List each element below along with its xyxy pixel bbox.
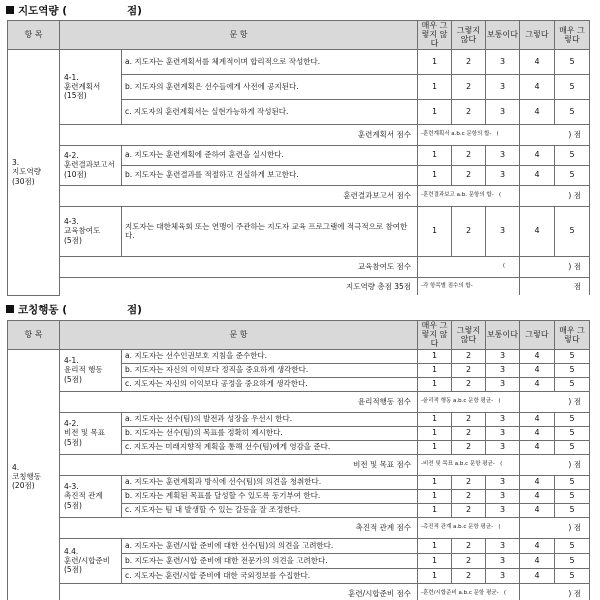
area-cell: 4. 코칭행동 (20점) xyxy=(8,349,60,600)
group-cell: 4.4. 훈련/시합준비 (5점) xyxy=(60,538,122,583)
score-option[interactable]: 3 xyxy=(486,363,520,377)
score-option[interactable]: 4 xyxy=(520,99,555,124)
score-option[interactable]: 3 xyxy=(486,489,520,503)
score-option[interactable]: 2 xyxy=(452,377,486,391)
score-option[interactable]: 2 xyxy=(452,503,486,517)
score-option[interactable]: 5 xyxy=(555,426,590,440)
statement: c. 지도자는 팀 내 발생할 수 있는 갈등을 잘 조정한다. xyxy=(122,503,418,517)
score-option[interactable]: 2 xyxy=(452,538,486,553)
summary-score[interactable]: ) 점 xyxy=(520,124,590,145)
summary-formula: -윤리적 행동 a.b.c 문항 평균- ( xyxy=(418,391,520,412)
statement: b. 지도자는 훈련결과를 적절하고 진실하게 보고한다. xyxy=(122,165,418,185)
score-option[interactable]: 5 xyxy=(555,538,590,553)
score-option[interactable]: 4 xyxy=(520,553,555,568)
score-option[interactable]: 3 xyxy=(486,475,520,489)
total-label: 지도역량 총점 35점 xyxy=(60,277,418,295)
score-option[interactable]: 1 xyxy=(418,489,452,503)
statement: c. 지도자는 자신의 이익보다 공정을 중요하게 생각한다. xyxy=(122,377,418,391)
score-option[interactable]: 1 xyxy=(418,440,452,454)
score-option[interactable]: 4 xyxy=(520,426,555,440)
score-option[interactable]: 4 xyxy=(520,568,555,583)
score-option[interactable]: 4 xyxy=(520,475,555,489)
score-option[interactable]: 1 xyxy=(418,49,452,74)
header-score-4: 그렇다 xyxy=(520,321,555,350)
total-score[interactable]: 점 xyxy=(520,277,590,295)
statement: b. 지도자는 선수(팀)의 목표를 정확히 제시한다. xyxy=(122,426,418,440)
summary-row xyxy=(8,517,590,538)
score-option[interactable]: 3 xyxy=(486,165,520,185)
section1-table xyxy=(7,20,590,296)
score-option[interactable]: 5 xyxy=(555,145,590,165)
score-option[interactable]: 3 xyxy=(486,538,520,553)
score-option[interactable]: 5 xyxy=(555,206,590,256)
area-cell: 3. 지도역량 (30점) xyxy=(8,49,60,295)
score-option[interactable]: 1 xyxy=(418,74,452,99)
table-row xyxy=(8,349,590,363)
statement: 지도자는 대한체육회 또는 연맹이 주관하는 지도자 교육 프로그램에 적극적으로 참여한다. xyxy=(122,206,418,256)
score-option[interactable]: 2 xyxy=(452,426,486,440)
score-option[interactable]: 3 xyxy=(486,99,520,124)
score-option[interactable]: 3 xyxy=(486,145,520,165)
statement: b. 지도자의 훈련계획은 선수들에게 사전에 공지된다. xyxy=(122,74,418,99)
summary-score[interactable]: ) 점 xyxy=(520,517,590,538)
score-option[interactable]: 4 xyxy=(520,503,555,517)
header-question: 문 항 xyxy=(60,21,418,50)
header-score-5: 매우 그렇다 xyxy=(555,321,590,350)
header-score-3: 보통이다 xyxy=(486,21,520,50)
summary-formula: -훈련결과보고 a.b. 문항의 합- ( xyxy=(418,185,520,206)
header-score-5: 매우 그렇다 xyxy=(555,21,590,50)
score-option[interactable]: 3 xyxy=(486,206,520,256)
score-option[interactable]: 5 xyxy=(555,99,590,124)
score-option[interactable]: 5 xyxy=(555,49,590,74)
table-row xyxy=(8,145,590,165)
score-option[interactable]: 4 xyxy=(520,538,555,553)
square-bullet-icon xyxy=(6,305,14,313)
score-option[interactable]: 2 xyxy=(452,206,486,256)
score-option[interactable]: 4 xyxy=(520,412,555,426)
score-option[interactable]: 5 xyxy=(555,489,590,503)
summary-label: 교육참여도 점수 xyxy=(60,256,418,277)
header-score-2: 그렇지 않다 xyxy=(452,321,486,350)
score-option[interactable]: 5 xyxy=(555,503,590,517)
score-option[interactable]: 3 xyxy=(486,412,520,426)
table-row xyxy=(8,538,590,553)
score-option[interactable]: 2 xyxy=(452,553,486,568)
score-option[interactable]: 5 xyxy=(555,74,590,99)
summary-row xyxy=(8,391,590,412)
score-option[interactable]: 2 xyxy=(452,568,486,583)
score-option[interactable]: 4 xyxy=(520,145,555,165)
statement: a. 지도자는 훈련계획에 준하여 훈련을 실시한다. xyxy=(122,145,418,165)
group-cell: 4-3. 촉진적 관계 (5점) xyxy=(60,475,122,517)
score-option[interactable]: 4 xyxy=(520,206,555,256)
score-option[interactable]: 2 xyxy=(452,440,486,454)
summary-score[interactable]: ) 점 xyxy=(520,454,590,475)
group-cell: 4-2. 비전 및 목표 (5점) xyxy=(60,412,122,454)
total-formula: -각 항목별 점수의 합- xyxy=(418,277,520,295)
statement: a. 지도자는 선수(팀)의 발전과 성장을 우선시 한다. xyxy=(122,412,418,426)
group-cell: 4-1. 훈련계획서 (15점) xyxy=(60,49,122,124)
score-option[interactable]: 5 xyxy=(555,412,590,426)
summary-label: 훈련계획서 점수 xyxy=(60,124,418,145)
summary-formula: -훈련/시합준비 a.b.c 문항 평균- ( xyxy=(418,583,520,600)
summary-score[interactable]: ) 점 xyxy=(520,256,590,277)
score-option[interactable]: 2 xyxy=(452,475,486,489)
score-option[interactable]: 5 xyxy=(555,363,590,377)
score-option[interactable]: 2 xyxy=(452,489,486,503)
score-option[interactable]: 1 xyxy=(418,568,452,583)
group-cell: 4-2. 훈련결과보고서 (10점) xyxy=(60,145,122,185)
group-cell: 4-3. 교육참여도 (5점) xyxy=(60,206,122,256)
section1-title: 지도역량 ( 점) xyxy=(6,3,142,18)
score-option[interactable]: 1 xyxy=(418,377,452,391)
score-option[interactable]: 2 xyxy=(452,363,486,377)
table-header-row xyxy=(8,321,590,350)
summary-row xyxy=(8,583,590,600)
score-option[interactable]: 3 xyxy=(486,568,520,583)
score-option[interactable]: 1 xyxy=(418,206,452,256)
score-option[interactable]: 2 xyxy=(452,145,486,165)
summary-row xyxy=(8,454,590,475)
summary-formula: -비전 및 목표 a.b.c 문항 평균- ( xyxy=(418,454,520,475)
score-option[interactable]: 1 xyxy=(418,349,452,363)
score-option[interactable]: 4 xyxy=(520,49,555,74)
summary-score[interactable]: ) 점 xyxy=(520,185,590,206)
statement: b. 지도자는 훈련/시합 준비에 대한 전문가의 의견을 고려한다. xyxy=(122,553,418,568)
section2-table xyxy=(7,320,590,600)
score-option[interactable]: 5 xyxy=(555,349,590,363)
score-option[interactable]: 1 xyxy=(418,553,452,568)
score-option[interactable]: 3 xyxy=(486,440,520,454)
header-question: 문 항 xyxy=(60,321,418,350)
header-score-1: 매우 그렇지 않다 xyxy=(418,321,452,350)
score-option[interactable]: 2 xyxy=(452,165,486,185)
score-option[interactable]: 5 xyxy=(555,475,590,489)
score-option[interactable]: 4 xyxy=(520,440,555,454)
table-header-row xyxy=(8,21,590,50)
summary-score[interactable]: ) 점 xyxy=(520,583,590,600)
score-option[interactable]: 2 xyxy=(452,49,486,74)
summary-label: 윤리적행동 점수 xyxy=(60,391,418,412)
score-option[interactable]: 2 xyxy=(452,99,486,124)
header-score-3: 보통이다 xyxy=(486,321,520,350)
total-row xyxy=(8,277,590,295)
score-option[interactable]: 3 xyxy=(486,553,520,568)
score-option[interactable]: 4 xyxy=(520,74,555,99)
summary-formula: -촉진적 관계 a.b.c 문항 평균- ( xyxy=(418,517,520,538)
statement: c. 지도자의 훈련계획서는 실현가능하게 작성된다. xyxy=(122,99,418,124)
summary-label: 비전 및 목표 점수 xyxy=(60,454,418,475)
score-option[interactable]: 1 xyxy=(418,363,452,377)
score-option[interactable]: 3 xyxy=(486,426,520,440)
score-option[interactable]: 1 xyxy=(418,538,452,553)
score-option[interactable]: 5 xyxy=(555,440,590,454)
score-option[interactable]: 4 xyxy=(520,489,555,503)
score-option[interactable]: 5 xyxy=(555,553,590,568)
score-option[interactable]: 4 xyxy=(520,165,555,185)
statement: a. 지도자는 선수인권보호 지침을 준수한다. xyxy=(122,349,418,363)
score-option[interactable]: 4 xyxy=(520,377,555,391)
statement: a. 지도자는 훈련계획과 방식에 선수(팀)의 의견을 청취한다. xyxy=(122,475,418,489)
header-score-2: 그렇지 않다 xyxy=(452,21,486,50)
score-option[interactable]: 3 xyxy=(486,377,520,391)
score-option[interactable]: 4 xyxy=(520,349,555,363)
square-bullet-icon xyxy=(6,6,14,14)
score-option[interactable]: 1 xyxy=(418,426,452,440)
score-option[interactable]: 5 xyxy=(555,568,590,583)
table-row xyxy=(8,206,590,256)
score-option[interactable]: 2 xyxy=(452,412,486,426)
score-option[interactable]: 1 xyxy=(418,145,452,165)
statement: a. 지도자는 훈련/시합 준비에 대한 선수(팀)의 의견을 고려한다. xyxy=(122,538,418,553)
score-option[interactable]: 5 xyxy=(555,165,590,185)
table-row xyxy=(8,412,590,426)
summary-row xyxy=(8,256,590,277)
header-score-4: 그렇다 xyxy=(520,21,555,50)
header-item: 항 목 xyxy=(8,321,60,350)
statement: b. 지도자는 계획된 목표를 달성할 수 있도록 동기부여 한다. xyxy=(122,489,418,503)
summary-score[interactable]: ) 점 xyxy=(520,391,590,412)
header-item: 항 목 xyxy=(8,21,60,50)
header-score-1: 매우 그렇지 않다 xyxy=(418,21,452,50)
score-option[interactable]: 3 xyxy=(486,349,520,363)
score-option[interactable]: 1 xyxy=(418,99,452,124)
score-option[interactable]: 3 xyxy=(486,503,520,517)
summary-row xyxy=(8,124,590,145)
score-option[interactable]: 1 xyxy=(418,503,452,517)
score-option[interactable]: 5 xyxy=(555,377,590,391)
score-option[interactable]: 1 xyxy=(418,475,452,489)
summary-formula: -훈련계획서 a.b.c 문항의 합- ( xyxy=(418,124,520,145)
table-row xyxy=(8,49,590,74)
summary-label: 촉진적 관계 점수 xyxy=(60,517,418,538)
summary-row xyxy=(8,185,590,206)
score-option[interactable]: 3 xyxy=(486,49,520,74)
section2-title: 코칭행동 ( 점) xyxy=(6,302,142,317)
score-option[interactable]: 1 xyxy=(418,412,452,426)
score-option[interactable]: 4 xyxy=(520,363,555,377)
summary-label: 훈련/시합준비 점수 xyxy=(60,583,418,600)
summary-label: 훈련결과보고서 점수 xyxy=(60,185,418,206)
statement: a. 지도자는 훈련계획서를 체계적이며 합리적으로 작성한다. xyxy=(122,49,418,74)
statement: c. 지도자는 미래지향적 계획을 통해 선수(팀)에게 영감을 준다. xyxy=(122,440,418,454)
summary-formula: ( xyxy=(418,256,520,277)
score-option[interactable]: 2 xyxy=(452,74,486,99)
score-option[interactable]: 3 xyxy=(486,74,520,99)
score-option[interactable]: 2 xyxy=(452,349,486,363)
statement: c. 지도자는 훈련/시합 준비에 대한 국외정보를 수집한다. xyxy=(122,568,418,583)
group-cell: 4-1. 윤리적 행동 (5점) xyxy=(60,349,122,391)
statement: b. 지도자는 자신의 이익보다 정직을 중요하게 생각한다. xyxy=(122,363,418,377)
table-row xyxy=(8,475,590,489)
score-option[interactable]: 1 xyxy=(418,165,452,185)
